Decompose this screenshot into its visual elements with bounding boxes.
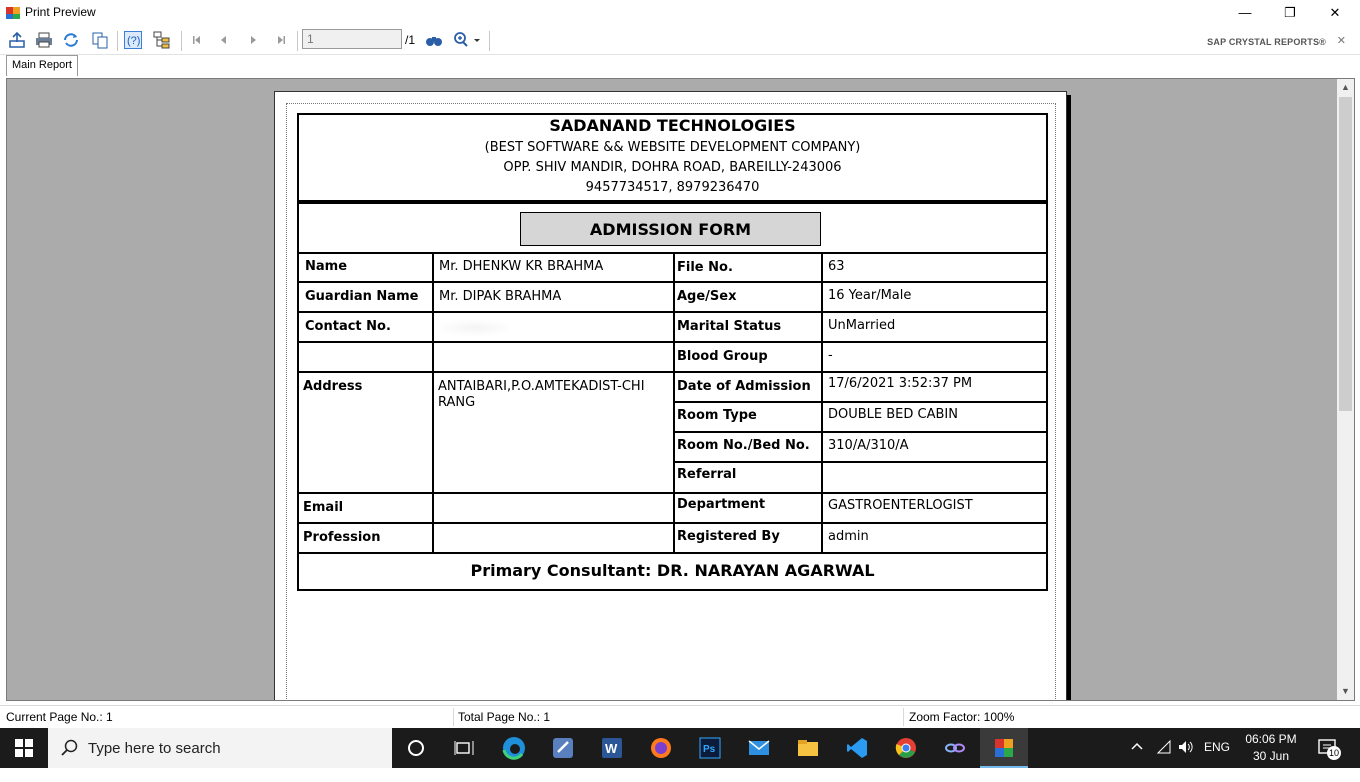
value-name: Mr. DHENKW KR BRAHMA <box>439 259 604 274</box>
value-department: GASTROENTERLOGIST <box>828 498 973 513</box>
group-tree-icon[interactable] <box>153 31 171 49</box>
grid-line <box>673 461 1046 463</box>
primary-consultant: Primary Consultant: DR. NARAYAN AGARWAL <box>470 561 875 580</box>
word-icon[interactable] <box>598 734 626 762</box>
tab-strip <box>0 55 1360 77</box>
vscode-icon[interactable] <box>843 734 871 762</box>
tab-main-report[interactable]: Main Report <box>6 55 78 76</box>
toolbar-separator <box>117 31 118 51</box>
label-referral: Referral <box>677 467 737 482</box>
zoom-icon[interactable] <box>452 31 482 49</box>
chrome-icon[interactable] <box>892 734 920 762</box>
label-department: Department <box>677 497 766 512</box>
firefox-icon[interactable] <box>647 734 675 762</box>
form-title: ADMISSION FORM <box>520 212 821 246</box>
close-button[interactable]: ✕ <box>1329 4 1341 20</box>
help-icon[interactable] <box>124 31 142 49</box>
label-date-of-admission: Date of Admission <box>677 379 811 394</box>
scroll-up-icon[interactable]: ▲ <box>1341 82 1350 92</box>
page-total-label: /1 <box>405 33 416 47</box>
title-bar <box>0 0 1360 25</box>
company-phones: 9457734517, 8979236470 <box>585 180 760 195</box>
notification-count-badge: 10 <box>1328 748 1339 758</box>
language-indicator[interactable]: ENG <box>1204 740 1231 754</box>
scroll-down-icon[interactable]: ▼ <box>1341 686 1350 696</box>
label-file-no: File No. <box>677 260 733 275</box>
refresh-icon[interactable] <box>62 31 80 49</box>
app-icon <box>6 5 20 19</box>
label-room-bed-no: Room No./Bed No. <box>677 438 810 453</box>
svg-text:Ps: Ps <box>703 744 716 755</box>
close-report-icon[interactable]: ✕ <box>1336 35 1346 47</box>
report-toolbar <box>0 25 1360 55</box>
value-age-sex: 16 Year/Male <box>828 288 912 303</box>
admission-form-table <box>297 202 1048 591</box>
label-marital-status: Marital Status <box>677 319 782 334</box>
grid-line <box>673 431 1046 433</box>
value-guardian-name: Mr. DIPAK BRAHMA <box>439 289 562 304</box>
taskbar-clock[interactable] <box>1238 731 1304 782</box>
file-explorer-icon[interactable] <box>794 734 822 762</box>
brand-label: SAP CRYSTAL REPORTS® <box>1207 37 1326 47</box>
value-date-of-admission: 17/6/2021 3:52:37 PM <box>828 376 973 391</box>
status-separator <box>903 708 904 726</box>
value-marital-status: UnMarried <box>828 318 896 333</box>
windows-start-icon[interactable] <box>0 728 48 768</box>
value-room-type: DOUBLE BED CABIN <box>828 407 958 422</box>
taskbar-search-box[interactable] <box>48 728 392 768</box>
next-page-icon[interactable] <box>244 31 262 49</box>
label-email: Email <box>303 500 344 515</box>
total-page-status: Total Page No.: 1 <box>458 710 551 724</box>
last-page-icon[interactable] <box>272 31 290 49</box>
notifications-icon[interactable] <box>1318 738 1340 758</box>
company-name: SADANAND TECHNOLOGIES <box>549 116 796 135</box>
grid-line <box>299 552 1046 554</box>
value-registered-by: admin <box>828 529 869 544</box>
svg-text:(?): (?) <box>127 35 141 47</box>
print-icon[interactable] <box>35 31 53 49</box>
scroll-thumb[interactable] <box>1339 97 1352 411</box>
taskbar <box>0 728 1360 780</box>
page-number-input[interactable] <box>302 29 402 49</box>
label-profession: Profession <box>303 530 381 545</box>
current-page-status: Current Page No.: 1 <box>6 710 113 724</box>
window-title: Print Preview <box>25 5 96 19</box>
label-name: Name <box>305 259 348 274</box>
status-separator <box>453 708 454 726</box>
clock-time: 06:06 PM <box>1245 732 1297 746</box>
report-page <box>274 91 1067 701</box>
crystal-reports-icon[interactable] <box>990 734 1018 762</box>
mail-icon[interactable] <box>745 734 773 762</box>
first-page-icon[interactable] <box>188 31 206 49</box>
label-address: Address <box>303 379 363 394</box>
search-icon <box>61 739 79 760</box>
label-room-type: Room Type <box>677 408 757 423</box>
grid-line <box>673 401 1046 403</box>
label-age-sex: Age/Sex <box>677 289 737 304</box>
grid-line <box>821 252 823 552</box>
label-guardian-name: Guardian Name <box>305 289 419 304</box>
toolbar-separator <box>181 31 182 51</box>
company-address: OPP. SHIV MANDIR, DOHRA ROAD, BAREILLY-243006 <box>503 160 842 175</box>
value-address: ANTAIBARI,P.O.AMTEKADIST-CHI RANG <box>438 379 645 410</box>
company-header <box>297 113 1048 202</box>
value-blood-group: - <box>828 348 833 363</box>
value-contact-no <box>435 319 515 337</box>
vertical-scrollbar[interactable] <box>1337 79 1354 700</box>
clock-date: 30 Jun 2021 <box>1252 749 1290 780</box>
zoom-factor-status: Zoom Factor: 100% <box>909 710 1015 724</box>
code-editor-icon[interactable] <box>549 734 577 762</box>
volume-icon[interactable] <box>1178 740 1194 757</box>
minimize-button[interactable]: — <box>1238 5 1252 20</box>
export-icon[interactable] <box>8 31 26 49</box>
toolbar-separator <box>489 31 490 51</box>
cortana-icon[interactable] <box>402 734 430 762</box>
label-blood-group: Blood Group <box>677 349 768 364</box>
value-file-no: 63 <box>828 259 845 274</box>
link-app-icon[interactable] <box>941 734 969 762</box>
toolbar-separator <box>297 31 298 51</box>
search-placeholder: Type here to search <box>88 740 221 757</box>
copy-icon[interactable] <box>91 31 109 49</box>
tray-chevron-icon[interactable] <box>1130 740 1144 757</box>
edge-icon[interactable] <box>500 734 528 762</box>
task-view-icon[interactable] <box>450 734 478 762</box>
value-room-bed-no: 310/A/310/A <box>828 438 909 453</box>
status-bar <box>0 705 1360 727</box>
label-contact-no: Contact No. <box>305 319 391 334</box>
previous-page-icon[interactable] <box>215 31 233 49</box>
svg-text:W: W <box>605 741 618 756</box>
report-viewer[interactable] <box>6 78 1355 701</box>
label-registered-by: Registered By <box>677 529 780 544</box>
photoshop-icon[interactable] <box>696 734 724 762</box>
company-tagline: (BEST SOFTWARE && WEBSITE DEVELOPMENT COMPANY) <box>484 140 861 155</box>
find-icon[interactable] <box>425 31 443 49</box>
network-icon[interactable] <box>1156 740 1172 757</box>
restore-button[interactable]: ❐ <box>1284 4 1296 20</box>
